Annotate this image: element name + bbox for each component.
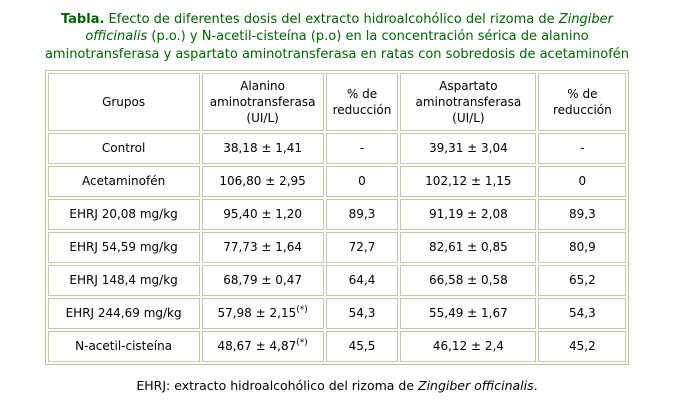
cell-ast-value: 39,31 ± 3,04 bbox=[400, 133, 536, 164]
table-footnote bbox=[0, 378, 674, 393]
cell-alt-reduction: 72,7 bbox=[326, 232, 399, 263]
cell-ast-reduction: 0 bbox=[538, 166, 626, 197]
cell-ast-value: 66,58 ± 0,58 bbox=[400, 265, 536, 296]
cell-group: EHRJ 244,69 mg/kg bbox=[48, 298, 200, 329]
footnote-species-italic: Zingiber officinalis bbox=[418, 377, 534, 393]
cell-alt-value: 38,18 ± 1,41 bbox=[202, 133, 324, 164]
cell-alt-reduction: 64,4 bbox=[326, 265, 399, 296]
header-row bbox=[48, 73, 627, 131]
cell-alt-value: 68,79 ± 0,47 bbox=[202, 265, 324, 296]
header-alanino-aminotransferasa: Alanino aminotransferasa (UI/L) bbox=[202, 73, 324, 131]
cell-alt-reduction: - bbox=[326, 133, 399, 164]
cell-ast-reduction: 54,3 bbox=[538, 298, 626, 329]
cell-alt-reduction: 0 bbox=[326, 166, 399, 197]
header-grupos: Grupos bbox=[48, 73, 200, 131]
table-row bbox=[48, 133, 627, 164]
table-row bbox=[48, 331, 627, 362]
significance-marker: (*) bbox=[296, 305, 308, 316]
caption-text-after: (p.o.) y N-acetil-cisteína (p.o) en la concentración sérica de alanino aminotransferasa y aspartato aminotransferasa en ratas con sobredosis de acetaminofén bbox=[44, 29, 630, 62]
cell-ast-reduction: 89,3 bbox=[538, 199, 626, 230]
alt-value-text: 48,67 ± 4,87 bbox=[217, 339, 297, 354]
cell-group: Control bbox=[48, 133, 200, 164]
cell-group: Acetaminofén bbox=[48, 166, 200, 197]
caption-bold-label: Tabla. bbox=[60, 12, 105, 27]
table-row bbox=[48, 232, 627, 263]
table-row bbox=[48, 166, 627, 197]
cell-ast-reduction: 80,9 bbox=[538, 232, 626, 263]
cell-alt-reduction: 89,3 bbox=[326, 199, 399, 230]
cell-ast-value: 91,19 ± 2,08 bbox=[400, 199, 536, 230]
table-row bbox=[48, 265, 627, 296]
cell-ast-value: 46,12 ± 2,4 bbox=[400, 331, 536, 362]
cell-group: EHRJ 20,08 mg/kg bbox=[48, 199, 200, 230]
cell-group: N-acetil-cisteína bbox=[48, 331, 200, 362]
cell-ast-value: 82,61 ± 0,85 bbox=[400, 232, 536, 263]
cell-ast-value: 102,12 ± 1,15 bbox=[400, 166, 536, 197]
alt-value-text: 57,98 ± 2,15 bbox=[217, 306, 297, 321]
header-reduccion-alt: % de reducción bbox=[326, 73, 399, 131]
species-name-italic: Zingiber officinalis bbox=[85, 12, 614, 45]
footnote-text-before: EHRJ: extracto hidroalcohólico del rizoma de bbox=[136, 377, 418, 393]
cell-ast-reduction: 65,2 bbox=[538, 265, 626, 296]
header-reduccion-ast: % de reducción bbox=[538, 73, 626, 131]
header-aspartato-aminotransferasa: Aspartato aminotransferasa (UI/L) bbox=[400, 73, 536, 131]
cell-ast-reduction: - bbox=[538, 133, 626, 164]
cell-alt-value: 77,73 ± 1,64 bbox=[202, 232, 324, 263]
cell-alt-reduction: 54,3 bbox=[326, 298, 399, 329]
cell-alt-reduction: 45,5 bbox=[326, 331, 399, 362]
cell-ast-value: 55,49 ± 1,67 bbox=[400, 298, 536, 329]
table-row bbox=[48, 298, 627, 329]
cell-group: EHRJ 148,4 mg/kg bbox=[48, 265, 200, 296]
table-row bbox=[48, 199, 627, 230]
cell-ast-reduction: 45,2 bbox=[538, 331, 626, 362]
cell-alt-value: 95,40 ± 1,20 bbox=[202, 199, 324, 230]
cell-group: EHRJ 54,59 mg/kg bbox=[48, 232, 200, 263]
footnote-text-after: . bbox=[533, 377, 538, 393]
results-table bbox=[45, 70, 630, 365]
cell-alt-value bbox=[202, 331, 324, 362]
cell-alt-value bbox=[202, 298, 324, 329]
caption-text-before: Efecto de diferentes dosis del extracto hidroalcohólico del rizoma de bbox=[104, 12, 559, 27]
significance-marker: (*) bbox=[296, 338, 308, 349]
cell-alt-value: 106,80 ± 2,95 bbox=[202, 166, 324, 197]
table-caption bbox=[34, 11, 640, 63]
